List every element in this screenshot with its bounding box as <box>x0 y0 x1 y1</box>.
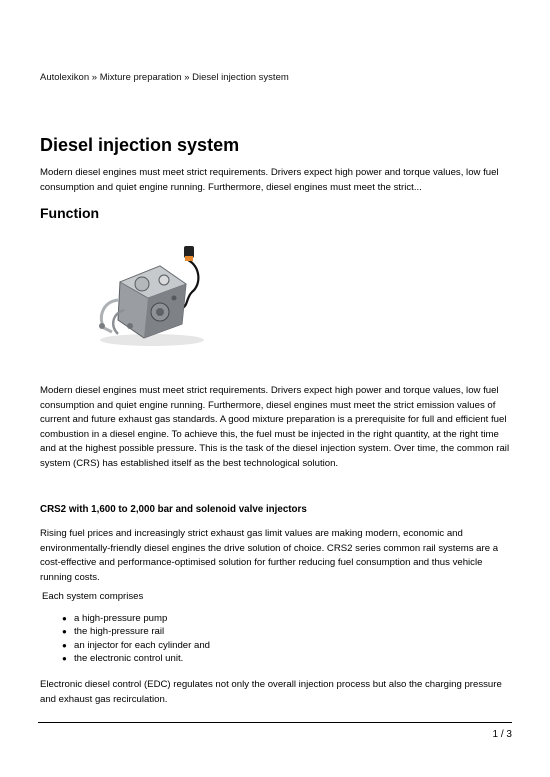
high-pressure-pump-illustration <box>90 240 220 350</box>
bullet-icon: ● <box>62 654 67 664</box>
breadcrumb-separator: » <box>184 72 193 83</box>
section-heading-crs2: CRS2 with 1,600 to 2,000 bar and solenoid valve injectors <box>40 504 307 515</box>
pump-image <box>90 240 220 350</box>
edc-paragraph: Electronic diesel control (EDC) regulates not only the overall injection process but also the charging pressure and exhaust gas recirculation. <box>40 679 502 705</box>
list-item-text: the high-pressure rail <box>74 626 165 638</box>
page-title: Diesel injection system <box>40 135 240 155</box>
function-paragraph: Modern diesel engines must meet strict requirements. Drivers expect high power and torque values, low fuel consumption and quiet engine running. Furthermore, diesel engines must meet the strict emission values of current and future exhaust gas standards. A good mixture preparation is a prerequisite for full and efficient fuel combustion in a diesel engine. To achieve this, the fuel must be injected in the right quantity, at the right time and at the highest possible pressure. This is the task of the diesel injection system. Over time, the common rail system (CRS) has established itself as the best technological solution. <box>40 385 510 469</box>
list-item <box>62 625 210 638</box>
footer-divider <box>38 722 512 723</box>
breadcrumb <box>40 72 289 83</box>
list-item-text: an injector for each cylinder and <box>74 639 210 651</box>
section-heading-function: Function <box>40 205 100 221</box>
bullet-icon: ● <box>62 614 67 623</box>
page-number: 1 / 3 <box>492 729 512 740</box>
list-item-text: the electronic control unit. <box>74 653 184 665</box>
breadcrumb-item-mixture-preparation[interactable]: Mixture preparation <box>99 72 182 83</box>
list-item <box>62 652 210 665</box>
list-item <box>62 639 210 652</box>
intro-paragraph: Modern diesel engines must meet strict requirements. Drivers expect high power and torque values, low fuel consumption and quiet engine running. Furthermore, diesel engines must meet the strict... <box>40 167 499 193</box>
breadcrumb-separator: » <box>91 72 100 83</box>
crs2-paragraph: Rising fuel prices and increasingly strict exhaust gas limit values are making modern, economic and environmentally-friendly diesel engines the drive solution of choice. CRS2 series common rail systems are a cost-effective and performance-optimised solution for further reducing fuel consumption and thus vehicle running costs. <box>40 528 499 583</box>
component-list <box>62 612 210 666</box>
system-label: Each system comprises <box>42 591 144 602</box>
breadcrumb-item-current: Diesel injection system <box>192 72 289 83</box>
bullet-icon: ● <box>62 640 67 650</box>
list-item-text: a high-pressure pump <box>74 613 168 624</box>
breadcrumb-item-autolexikon[interactable]: Autolexikon <box>40 72 90 83</box>
bullet-icon: ● <box>62 627 67 637</box>
list-item <box>62 612 210 625</box>
